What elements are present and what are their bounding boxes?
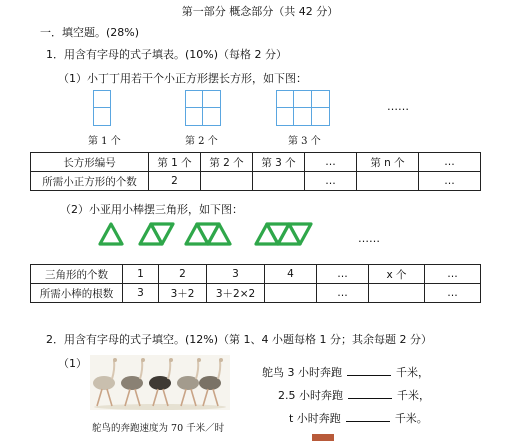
table-cell: …	[317, 284, 369, 303]
fill-line-text: t 小时奔跑	[289, 412, 341, 425]
table-cell: x 个	[369, 265, 425, 284]
answer-cell[interactable]	[369, 284, 425, 303]
fill-line-text: 2.5 小时奔跑	[278, 389, 343, 402]
table-cell: 第 3 个	[253, 153, 305, 172]
table-row	[31, 172, 481, 191]
triangle-stick-shape	[208, 224, 230, 244]
answer-cell[interactable]	[265, 284, 317, 303]
figure-label-1: 第 1 个	[88, 136, 121, 147]
table-cell: …	[305, 172, 357, 191]
table-cell: 1	[123, 265, 159, 284]
photo-caption: 鸵鸟的奔跑速度为 70 千米／时	[92, 423, 225, 434]
section-heading: 一．填空题。(28%)	[40, 26, 140, 39]
answer-blank[interactable]	[348, 387, 392, 399]
table-cell: 第 2 个	[201, 153, 253, 172]
table-row	[31, 284, 481, 303]
fill-line-2	[278, 387, 430, 403]
table-cell: …	[419, 172, 481, 191]
rectangle-figure-3	[276, 90, 330, 126]
table-cell: 第 1 个	[149, 153, 201, 172]
ostrich-drawing	[90, 355, 230, 410]
triangle-stick-shape	[151, 224, 173, 244]
table-cell: …	[317, 265, 369, 284]
fill-line-text: 鸵鸟 3 小时奔跑	[262, 366, 342, 379]
ostrich-illustration	[90, 355, 230, 410]
question-2-1: （1）	[58, 357, 87, 370]
fill-line-3	[289, 410, 428, 426]
table-cell: 3	[207, 265, 265, 284]
ostrich-shape	[121, 358, 145, 406]
answer-cell[interactable]	[201, 172, 253, 191]
triangle-ellipsis: ……	[358, 232, 380, 245]
answer-blank[interactable]	[347, 364, 391, 376]
answer-cell[interactable]	[253, 172, 305, 191]
rectangle-figure-2	[185, 90, 221, 126]
table-cell: 2	[149, 172, 201, 191]
ostrich-shape	[177, 358, 201, 406]
question-1-1: （1）小丁丁用若干个小正方形摆长方形，如下图：	[58, 72, 307, 85]
fill-line-1	[262, 364, 429, 380]
table-cell: 3＋2×2	[207, 284, 265, 303]
table-cell: 第 n 个	[357, 153, 419, 172]
answer-blank[interactable]	[346, 410, 390, 422]
table-cell: 2	[159, 265, 207, 284]
ostrich-shape	[149, 358, 173, 406]
fill-line-text: 千米，	[397, 389, 430, 402]
table-cell: 3	[123, 284, 159, 303]
answer-cell[interactable]	[357, 172, 419, 191]
fill-line-text: 千米，	[396, 366, 429, 379]
table-cell: 长方形编号	[31, 153, 149, 172]
table-cell: …	[419, 153, 481, 172]
table-cell: 3＋2	[159, 284, 207, 303]
rectangle-figure-1	[93, 90, 111, 126]
triangle-table	[30, 264, 481, 303]
table-cell: 三角形的个数	[31, 265, 123, 284]
figure-label-2: 第 2 个	[185, 136, 218, 147]
triangle-figures	[0, 218, 520, 258]
ostrich-shape	[93, 358, 117, 406]
ostrich-shape	[199, 358, 223, 406]
question-1-2: （2）小亚用小棒摆三角形，如下图：	[60, 203, 243, 216]
table-cell: 所需小正方形的个数	[31, 172, 149, 191]
table-cell: …	[425, 284, 481, 303]
triangle-stick-shape	[100, 224, 122, 244]
question-2: 2．用含有字母的式子填空。(12%)（第 1、4 小题每格 1 分；其余每题 2 分）	[46, 333, 433, 346]
page-title: 第一部分 概念部分（共 42 分）	[181, 5, 339, 18]
fill-line-text: 千米。	[394, 412, 428, 425]
table-cell: 4	[265, 265, 317, 284]
question-1: 1．用含有字母的式子填表。(10%)（每格 2 分）	[46, 48, 288, 61]
rectangle-table	[30, 152, 481, 191]
table-cell: 所需小棒的根数	[31, 284, 123, 303]
figure-label-3: 第 3 个	[288, 136, 321, 147]
table-row	[31, 153, 481, 172]
table-cell: …	[305, 153, 357, 172]
triangle-stick-shape	[289, 224, 311, 244]
figure-ellipsis: ……	[387, 100, 409, 113]
partial-image	[312, 434, 334, 441]
table-cell: …	[425, 265, 481, 284]
table-row	[31, 265, 481, 284]
